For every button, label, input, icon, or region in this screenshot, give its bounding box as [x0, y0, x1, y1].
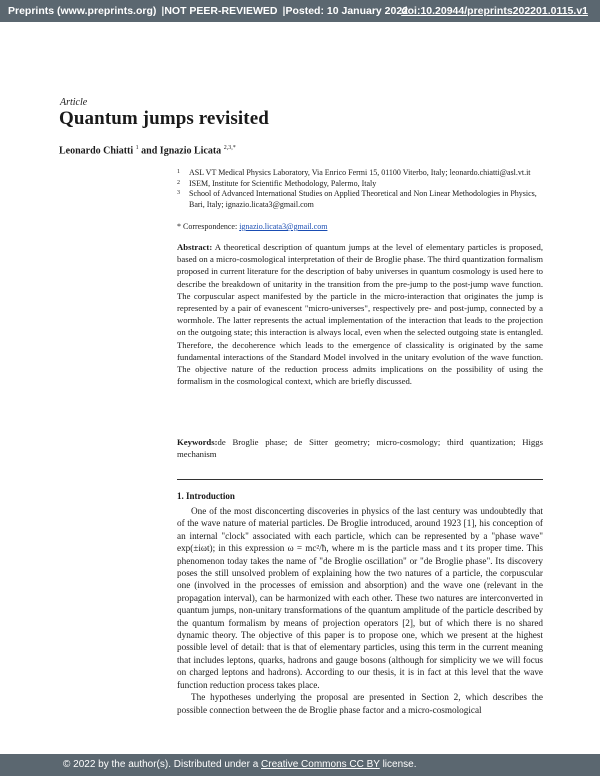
header-separator: | — [282, 5, 286, 17]
site-link[interactable]: Preprints (www.preprints.org) — [8, 5, 157, 17]
preprint-header-bar — [0, 0, 600, 22]
affiliation-text: ASL VT Medical Physics Laboratory, Via Enrico Fermi 15, 01100 Viterbo, Italy; leonardo.chiatti@asl.vt.it — [189, 168, 531, 177]
correspondence-email[interactable]: ignazio.licata3@gmail.com — [239, 222, 328, 231]
affiliation-number: 1 — [177, 169, 180, 175]
author-2: Ignazio Licata — [159, 145, 222, 157]
keywords-text: de Broglie phase; de Sitter geometry; micro-cosmology; third quantization; Higgs mechanism — [177, 437, 543, 460]
author-2-affil: 2,3,* — [223, 145, 236, 151]
abstract — [177, 241, 543, 387]
section-heading: 1. Introduction — [177, 491, 235, 501]
article-type: Article — [60, 97, 88, 108]
affiliation-2 — [177, 179, 547, 190]
posted-date: Posted: 10 January 2022 — [285, 5, 409, 17]
paragraph-2: The hypotheses underlying the proposal are presented in Section 2, which describes the possible connection between the de Broglie phase factor and a micro-cosmological — [177, 692, 543, 715]
header-left — [8, 5, 408, 17]
license-suffix: license. — [379, 759, 417, 770]
keywords — [177, 436, 543, 460]
license-footer-bar — [0, 754, 600, 776]
author-separator: and — [141, 145, 160, 157]
author-1-affil: 1 — [135, 145, 139, 151]
license-notice — [63, 759, 416, 770]
introduction-body — [177, 505, 543, 716]
affiliation-1 — [177, 168, 547, 179]
section-divider — [177, 479, 543, 480]
affiliation-number: 3 — [177, 190, 180, 196]
paragraph-1: One of the most disconcerting discoveries in physics of the last century was undoubtedly that of the wave nature of material particles. De Broglie introduced, around 1923 [1], his conception of an internal "clock" associated with each particle, which can be represented by a "phase wave" exp(±iωt); in this expression ω = mc²/ħ, where m is the particle mass and t its proper time. This phenomenon today takes the name of "de Broglie oscillation" or "de Broglie phase". Its discovery poses the still unsolved problem of explaining how the two natures of a particle, the corpuscular one (involved in the processes of emission and absorption) and the wave one (relevant in the propagation interval), can be harmonized with each other. These two natures are interconverted in quantum jumps, non-unitary transformations of the quantum amplitude of the particle described by the quantum formalism by means of projection operators [2], but of which there is no shared dynamic theory. The objective of this paper is to propose one, which we present at the highest possible level of detail: that is that of elementary particles, using this term in the current meaning that includes leptons, quarks, hadrons and gauge bosons (although for simplicity we we will focus on charged leptons and hadrons). According to our thesis, it is in fact at this level that the wave function reduction process takes place. — [177, 506, 543, 690]
affiliations — [177, 168, 547, 210]
author-line — [59, 145, 236, 156]
affiliation-text: School of Advanced International Studies on Applied Theoretical and Non Linear Methodologies in Physics, Bari, Italy; ignazio.licata3@gmail.com — [189, 189, 537, 209]
abstract-text: A theoretical description of quantum jumps at the level of elementary particles is proposed, based on a micro-cosmological interpretation of their de Broglie phase. The third quantization formalism proposed in current literature for the description of baby universes in quantum cosmology is used here to describe the breakdown of unitarity in the transition from the pre-jump to the post-jump wave function. The corpuscular aspect manifested by the particle in the micro-interaction that originates the jump is represented by a pair of evanescent "micro-universes", respectively pre- and post-jump, connected by a wormhole. The latter represents the actual implementation of the interaction that leads to the projection on the outgoing state; this interaction is always local, even when the selected outgoing state is entangled. Therefore, the decoherence which leads to the emergence of classicality is originated by the same fundamental interactions of the Standard Model involved in the unitary evolution of the wave function. The objective nature of the reduction process admits implications on the possibility of using the formalism in the cosmological context, which are briefly discussed. — [177, 242, 543, 387]
header-separator: | — [161, 5, 165, 17]
affiliation-text: ISEM, Institute for Scientific Methodology, Palermo, Italy — [189, 178, 377, 188]
abstract-label: Abstract: — [177, 242, 213, 252]
author-1: Leonardo Chiatti — [59, 145, 134, 157]
correspondence-label: * Correspondence: — [177, 222, 240, 231]
paper-title: Quantum jumps revisited — [59, 108, 269, 129]
doi-link[interactable]: doi:10.20944/preprints202201.0115.v1 — [401, 5, 588, 17]
license-link[interactable]: Creative Commons CC BY — [261, 759, 380, 770]
correspondence — [177, 222, 327, 231]
affiliation-number: 2 — [177, 179, 180, 186]
affiliation-3 — [177, 189, 547, 210]
review-status: NOT PEER-REVIEWED — [164, 5, 278, 17]
keywords-label: Keywords: — [177, 437, 218, 447]
license-prefix: © 2022 by the author(s). Distributed under a — [63, 759, 262, 770]
